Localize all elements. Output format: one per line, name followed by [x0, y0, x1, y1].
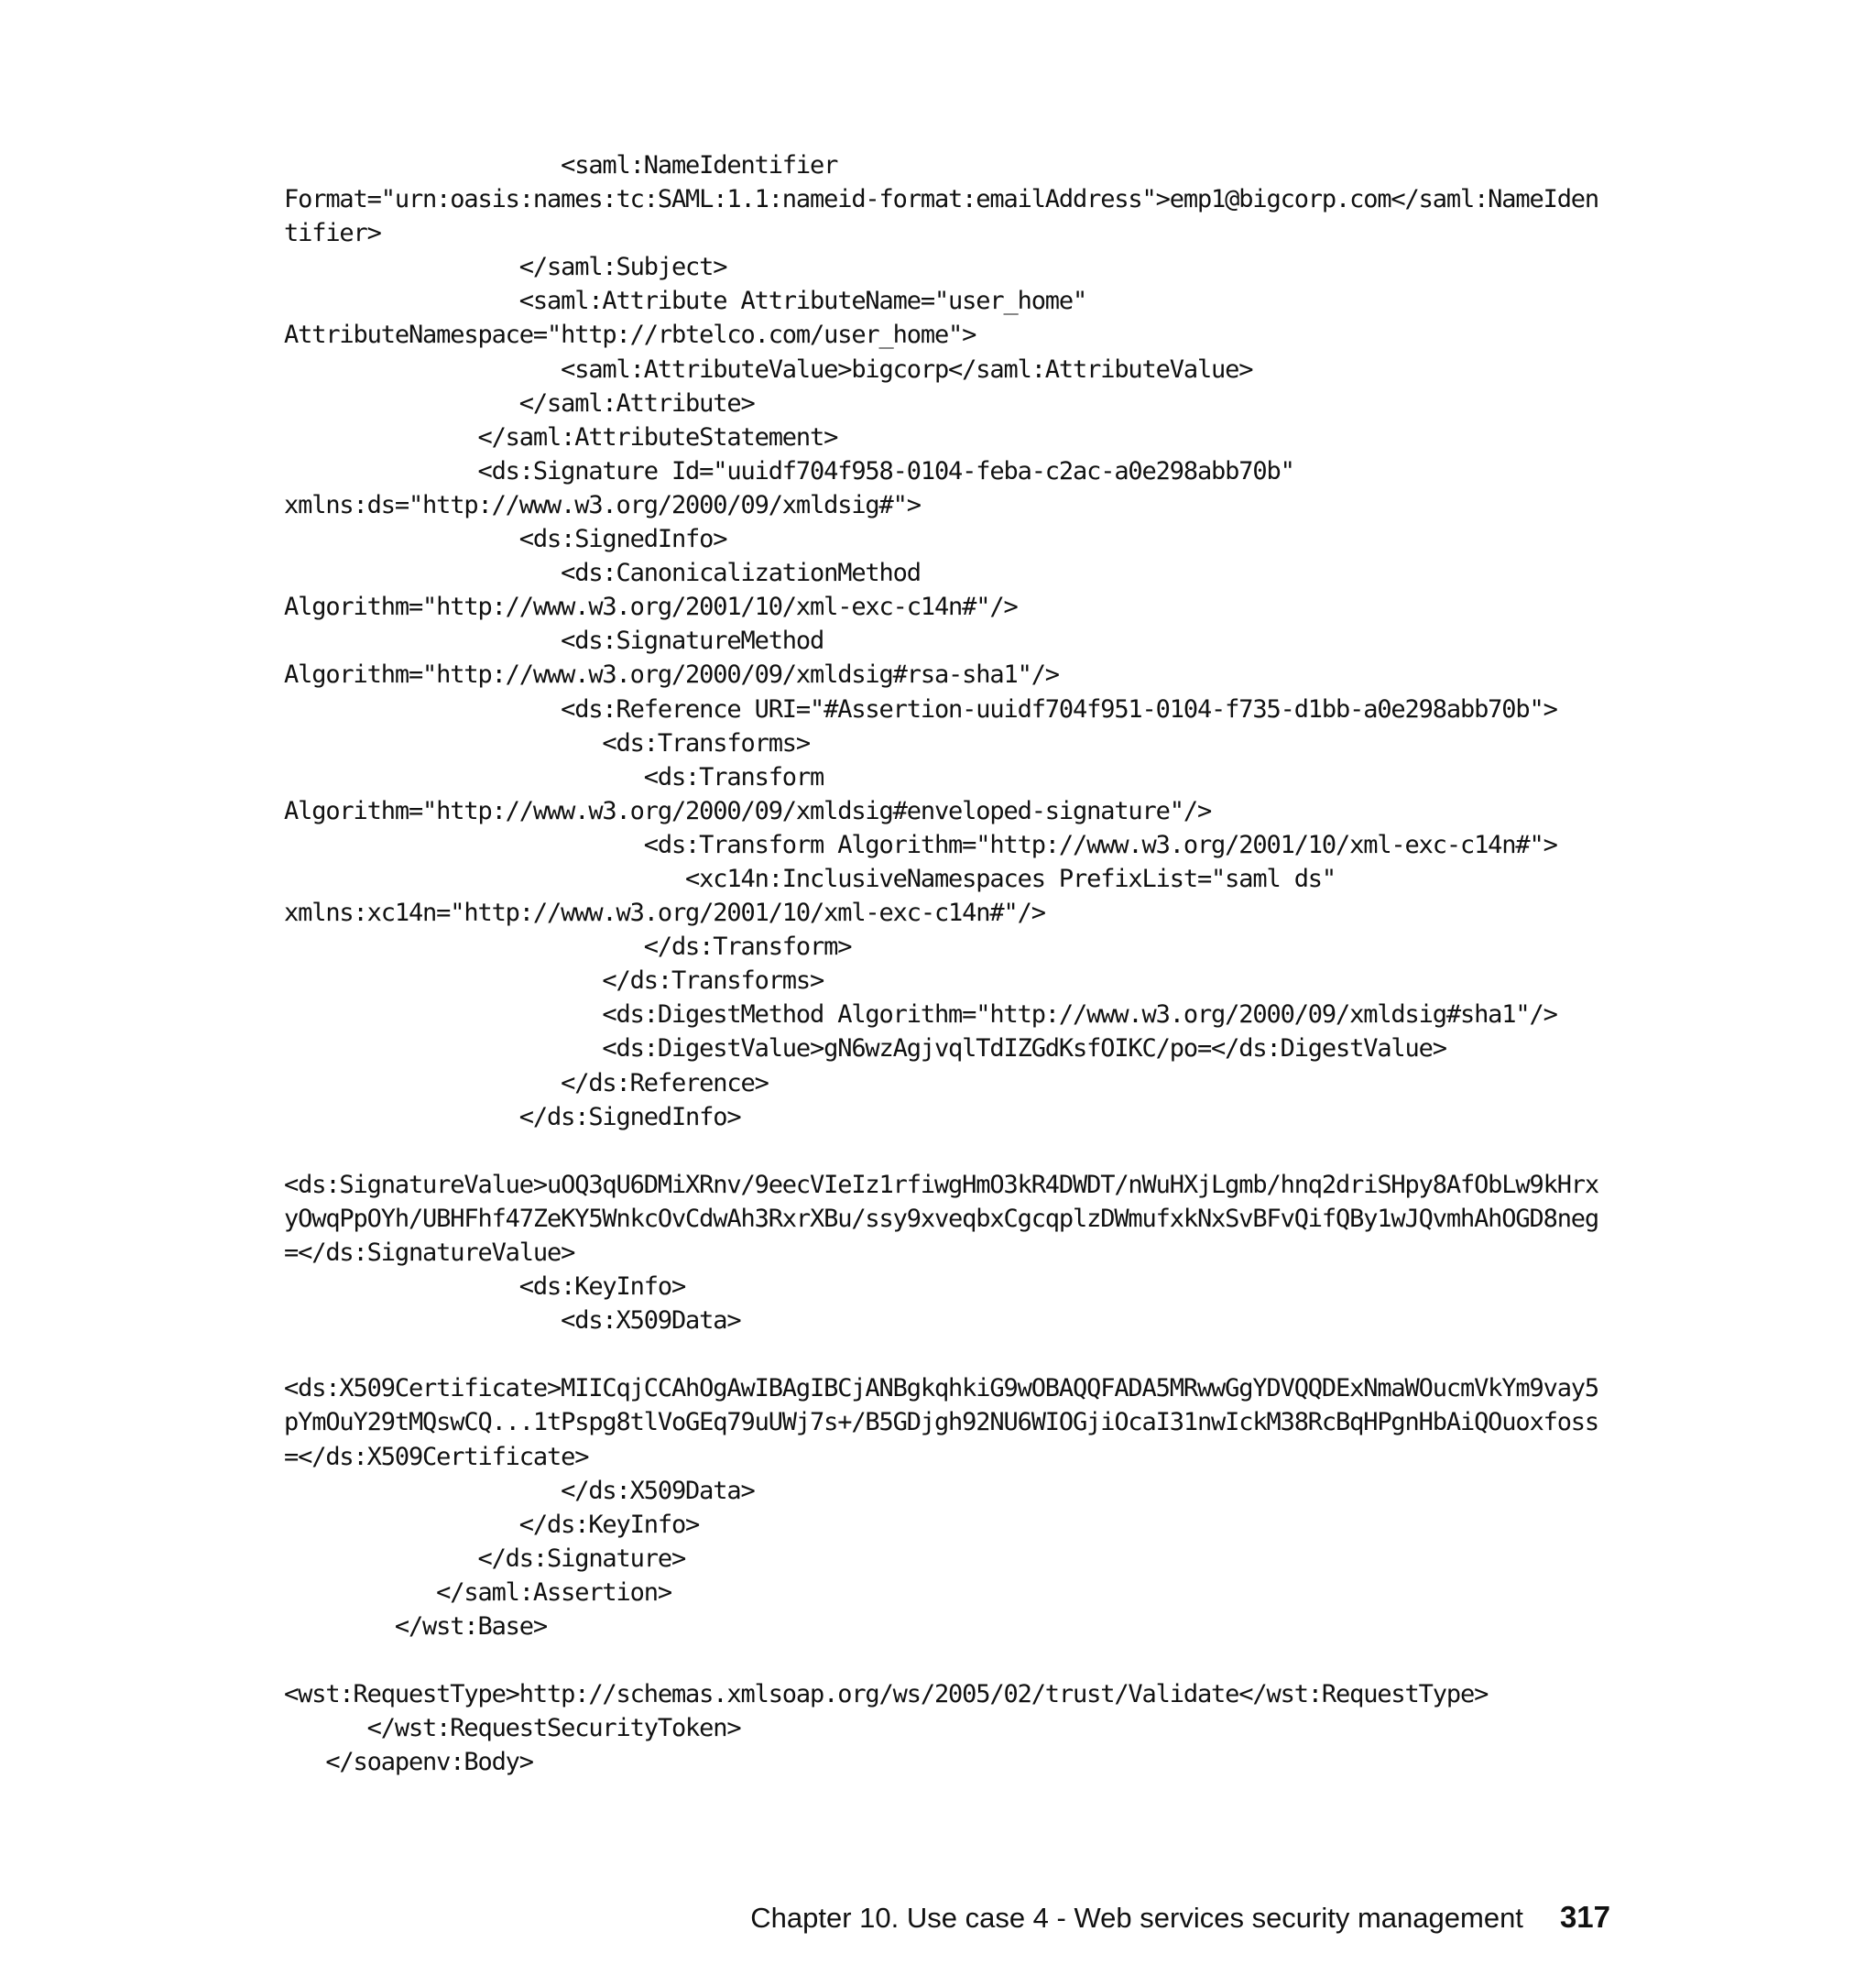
code-line: </wst:RequestSecurityToken>: [284, 1714, 741, 1743]
code-line: </ds:Transform>: [284, 933, 852, 962]
code-line: xmlns:xc14n="http://www.w3.org/2001/10/xml-exc-c14n#"/>: [284, 899, 1045, 928]
code-line: AttributeNamespace="http://rbtelco.com/user_home">: [284, 321, 976, 350]
code-line: </ds:Signature>: [284, 1544, 686, 1573]
code-line: <ds:Signature Id="uuidf704f958-0104-feba-c2ac-a0e298abb70b": [284, 456, 1294, 486]
code-line: yOwqPpOYh/UBHFhf47ZeKY5WnkcOvCdwAh3RxrXBu/ssy9xveqbxCgcqplzDWmufxkNxSvBFvQifQBy1wJQvmhAhOGD8neg: [284, 1204, 1599, 1233]
code-line: <saml:AttributeValue>bigcorp</saml:AttributeValue>: [284, 355, 1253, 384]
code-line: <ds:Transforms>: [284, 728, 811, 758]
code-line: xmlns:ds="http://www.w3.org/2000/09/xmldsig#">: [284, 490, 921, 519]
code-line: <ds:SignatureValue>uOQ3qU6DMiXRnv/9eecVIeIz1rfiwgHmO3kR4DWDT/nWuHXjLgmb/hnq2driSHpy8AfObLw9kHrx: [284, 1170, 1599, 1199]
code-line: </wst:Base>: [284, 1612, 548, 1642]
code-line: <ds:DigestMethod Algorithm="http://www.w3.org/2000/09/xmldsig#sha1"/>: [284, 1000, 1557, 1030]
page-footer: [750, 1900, 1610, 1935]
code-line: <ds:CanonicalizationMethod: [284, 559, 921, 588]
code-line: <saml:NameIdentifier: [284, 151, 838, 180]
code-line: <ds:KeyInfo>: [284, 1272, 686, 1302]
code-line: </soapenv:Body>: [284, 1748, 533, 1777]
code-line: </ds:SignedInfo>: [284, 1102, 741, 1131]
code-line: </ds:X509Data>: [284, 1476, 755, 1505]
code-line: <wst:RequestType>http://schemas.xmlsoap.org/ws/2005/02/trust/Validate</wst:RequestType>: [284, 1680, 1489, 1709]
code-line: <ds:SignedInfo>: [284, 525, 727, 554]
code-line: Algorithm="http://www.w3.org/2001/10/xml-exc-c14n#"/>: [284, 593, 1018, 622]
code-line: [284, 1643, 1598, 1677]
code-line: <saml:Attribute AttributeName="user_home": [284, 287, 1087, 316]
code-line: <ds:DigestValue>gN6wzAgjvqlTdIZGdKsfOIKC/po=</ds:DigestValue>: [284, 1034, 1446, 1064]
xml-code-listing: [284, 148, 1598, 1780]
code-line: </saml:Assertion>: [284, 1577, 671, 1607]
page-number: 317: [1559, 1900, 1610, 1934]
code-line: <ds:SignatureMethod: [284, 627, 824, 656]
code-line: tifier>: [284, 219, 381, 248]
code-line: =</ds:X509Certificate>: [284, 1442, 589, 1471]
chapter-title: Chapter 10. Use case 4 - Web services security management: [750, 1902, 1523, 1934]
code-line: </saml:AttributeStatement>: [284, 422, 838, 452]
code-line: <ds:X509Certificate>MIICqjCCAhOgAwIBAgIBCjANBgkqhkiG9wOBAQQFADA5MRwwGgYDVQQDExNmaWOucmVkYm9vay5: [284, 1374, 1599, 1403]
code-line: pYmOuY29tMQswCQ...1tPspg8tlVoGEq79uUWj7s+/B5GDjgh92NU6WIOGjiOcaI31nwIckM38RcBqHPgnHbAiQOuoxfoss: [284, 1408, 1599, 1437]
code-line: Algorithm="http://www.w3.org/2000/09/xmldsig#enveloped-signature"/>: [284, 796, 1212, 825]
code-line: </ds:Transforms>: [284, 966, 824, 996]
code-line: [284, 1337, 1598, 1371]
code-line: Algorithm="http://www.w3.org/2000/09/xmldsig#rsa-sha1"/>: [284, 660, 1059, 690]
code-line: </ds:KeyInfo>: [284, 1510, 700, 1539]
code-line: </saml:Subject>: [284, 253, 727, 282]
code-line: </saml:Attribute>: [284, 388, 755, 418]
code-line: =</ds:SignatureValue>: [284, 1239, 575, 1267]
code-line: </ds:Reference>: [284, 1068, 769, 1097]
code-line: <xc14n:InclusiveNamespaces PrefixList="saml ds": [284, 864, 1336, 893]
code-line: Format="urn:oasis:names:tc:SAML:1.1:nameid-format:emailAddress">emp1@bigcorp.com</saml:NameIden: [284, 185, 1599, 214]
code-line: <ds:Reference URI="#Assertion-uuidf704f951-0104-f735-d1bb-a0e298abb70b">: [284, 694, 1557, 724]
code-line: [284, 1134, 1598, 1168]
code-line: <ds:Transform: [284, 762, 824, 791]
code-line: <ds:X509Data>: [284, 1306, 741, 1336]
code-line: <ds:Transform Algorithm="http://www.w3.org/2001/10/xml-exc-c14n#">: [284, 830, 1557, 859]
